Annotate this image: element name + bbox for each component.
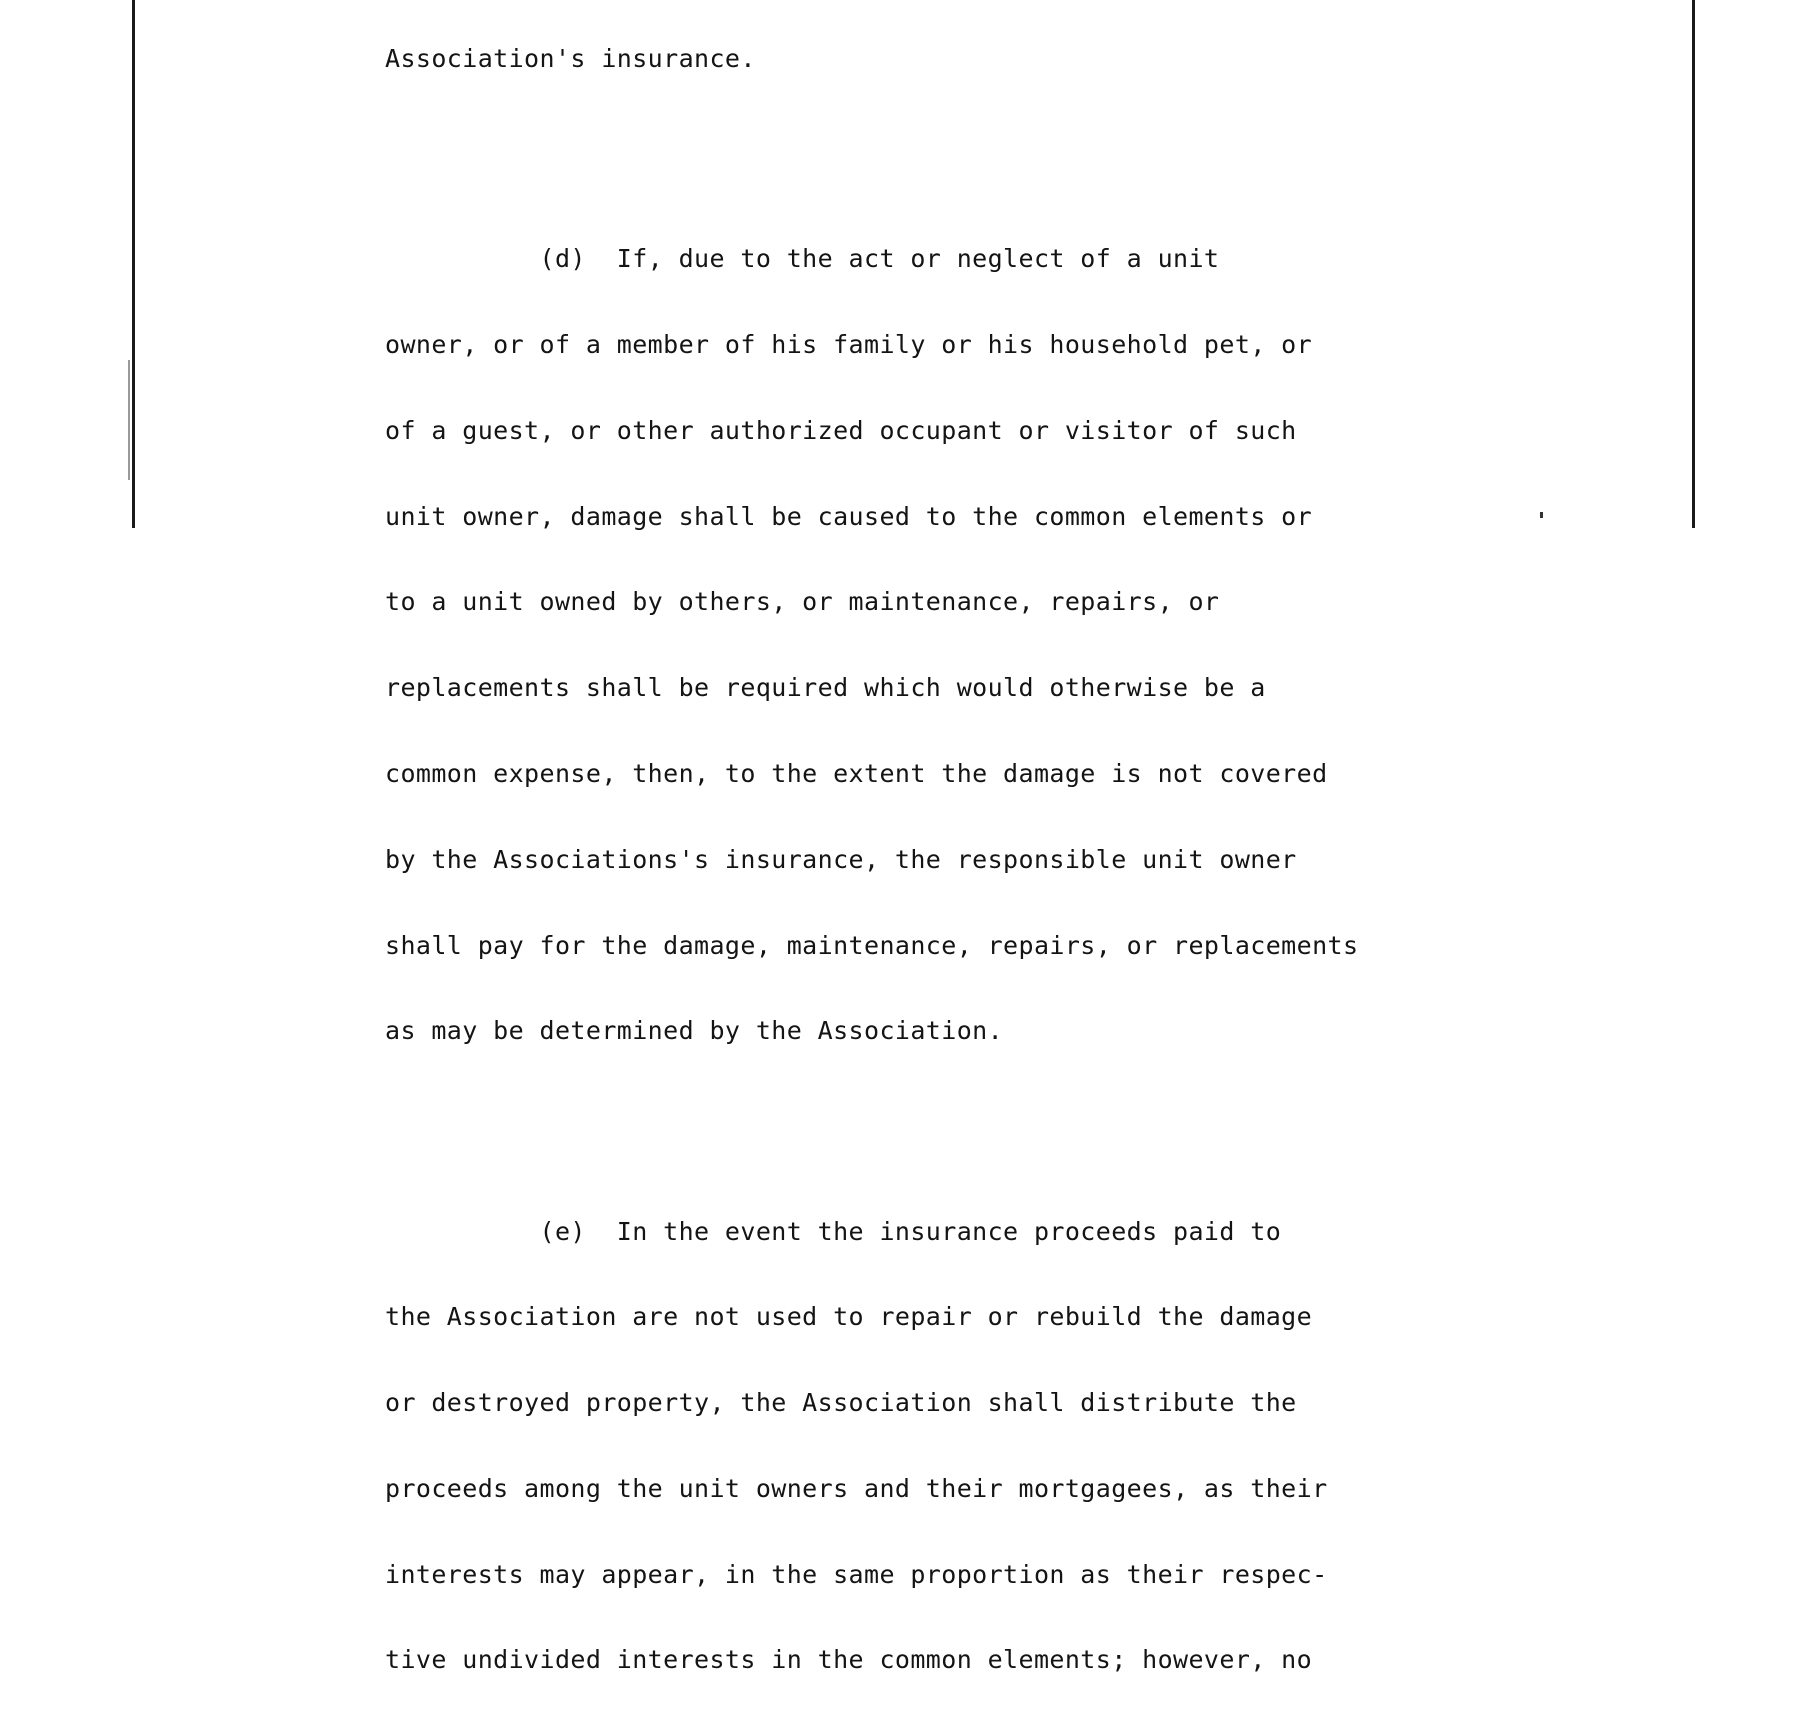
text-line: Association's insurance.	[385, 44, 756, 74]
paragraph-gap	[385, 131, 1585, 160]
paragraph-e-line: proceeds among the unit owners and their mortgagees, as their	[385, 1473, 1328, 1503]
page-border-left	[132, 0, 135, 528]
paragraph-e-line: (e) In the event the insurance proceeds paid to	[385, 1216, 1282, 1246]
paragraph-e-line: interests may appear, in the same proportion as their respec-	[385, 1559, 1328, 1589]
paragraph-d-line: replacements shall be required which would otherwise be a	[385, 673, 1266, 703]
paragraph-d-line: common expense, then, to the extent the damage is not covered	[385, 759, 1328, 789]
paragraph-d-line: unit owner, damage shall be caused to the common elements or	[385, 501, 1313, 531]
paragraph-e-line: or destroyed property, the Association shall distribute the	[385, 1388, 1297, 1418]
paragraph-e-line: tive undivided interests in the common elements; however, no	[385, 1645, 1313, 1675]
paragraph-d-line: to a unit owned by others, or maintenance, repairs, or	[385, 587, 1220, 617]
paragraph-d-line: as may be determined by the Association.	[385, 1016, 1004, 1046]
paragraph-d-line: owner, or of a member of his family or his household pet, or	[385, 330, 1313, 360]
margin-speck	[128, 360, 130, 480]
paragraph-gap	[385, 1103, 1585, 1132]
page-border-right	[1692, 0, 1695, 528]
document-text	[385, 0, 1585, 1732]
paragraph-d-line: shall pay for the damage, maintenance, repairs, or replacements	[385, 930, 1359, 960]
paragraph-e-line: the Association are not used to repair or rebuild the damage	[385, 1302, 1313, 1332]
paragraph-d-line: by the Associations's insurance, the responsible unit owner	[385, 844, 1297, 874]
paragraph-d-line: (d) If, due to the act or neglect of a unit	[385, 244, 1220, 274]
paragraph-d-line: of a guest, or other authorized occupant or visitor of such	[385, 415, 1297, 445]
